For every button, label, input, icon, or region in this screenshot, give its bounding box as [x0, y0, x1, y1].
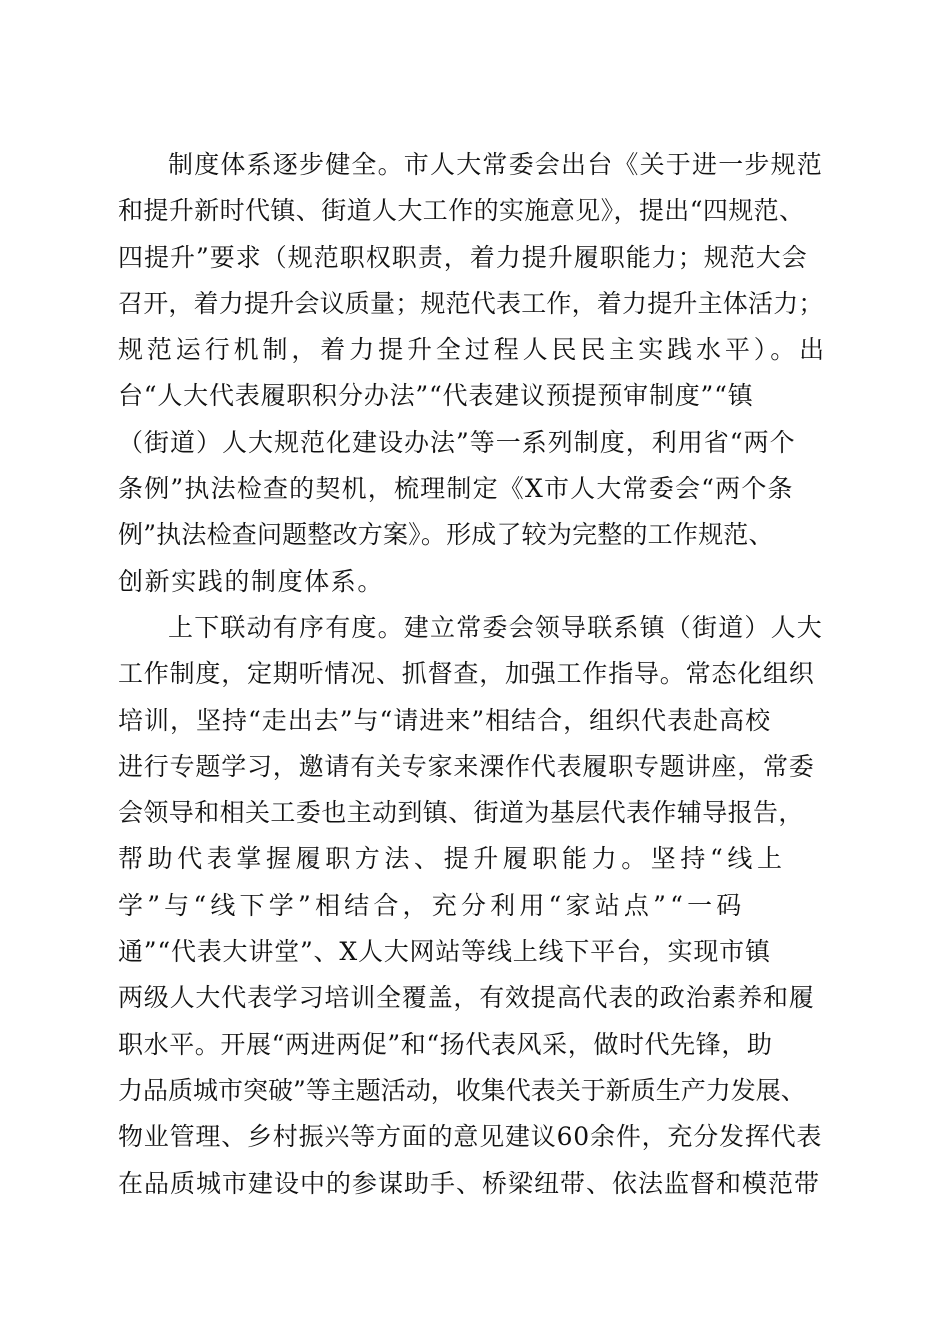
text-line: 创新实践的制度体系。 — [118, 566, 385, 596]
text-line: 和提升新时代镇、街道人大工作的实施意见》，提出“四规范、 — [118, 196, 805, 226]
text-line: 帮助代表掌握履职方法、提升履职能力。坚持“线上 — [118, 844, 787, 874]
text-line: 上下联动有序有度。建立常委会领导联系镇（街道）人大 — [168, 612, 824, 642]
paragraph-system-building — [118, 142, 834, 605]
text-line: 条例”执法检查的契机，梳理制定《X市人大常委会“两个条 — [118, 474, 794, 504]
text-line: 学”与“线下学”相结合，充分利用“家站点”“一码 — [118, 890, 746, 920]
text-line: 工作制度，定期听情况、抓督查，加强工作指导。常态化组织 — [118, 659, 815, 689]
text-line: 职水平。开展“两进两促”和“扬代表风采，做时代先锋，助 — [118, 1029, 773, 1059]
text-line: 召开，着力提升会议质量；规范代表工作，着力提升主体活力； — [118, 288, 824, 318]
text-line: 制度体系逐步健全。市人大常委会出台《关于进一步规范 — [168, 150, 824, 179]
text-line: 例”执法检查问题整改方案》。形成了较为完整的工作规范、 — [118, 520, 774, 550]
document-body — [118, 142, 834, 1207]
text-line: 两级人大代表学习培训全覆盖，有效提高代表的政治素养和履 — [118, 983, 815, 1013]
text-line: 台“人大代表履职积分办法”“代表建议预提预审制度”“镇 — [118, 381, 754, 411]
text-line: 会领导和相关工委也主动到镇、街道为基层代表作辅导报告， — [118, 798, 804, 828]
text-line: （街道）人大规范化建设办法”等一系列制度，利用省“两个 — [118, 427, 796, 457]
text-line: 规范运行机制，着力提升全过程人民民主实践水平）。出 — [118, 335, 829, 365]
text-line: 力品质城市突破”等主题活动，收集代表关于新质生产力发展、 — [118, 1075, 806, 1105]
text-line: 通”“代表大讲堂”、X人大网站等线上线下平台，实现市镇 — [118, 937, 771, 967]
paragraph-linkage — [118, 605, 834, 1207]
text-line: 在品质城市建设中的参谋助手、桥梁纽带、依法监督和模范带 — [118, 1168, 821, 1198]
text-line: 培训，坚持“走出去”与“请进来”相结合，组织代表赴高校 — [118, 705, 772, 735]
text-line: 物业管理、乡村振兴等方面的意见建议60余件，充分发挥代表 — [118, 1122, 823, 1152]
text-line: 四提升”要求（规范职权职责，着力提升履职能力；规范大会 — [118, 242, 808, 272]
text-line: 进行专题学习，邀请有关专家来溧作代表履职专题讲座，常委 — [118, 751, 815, 781]
